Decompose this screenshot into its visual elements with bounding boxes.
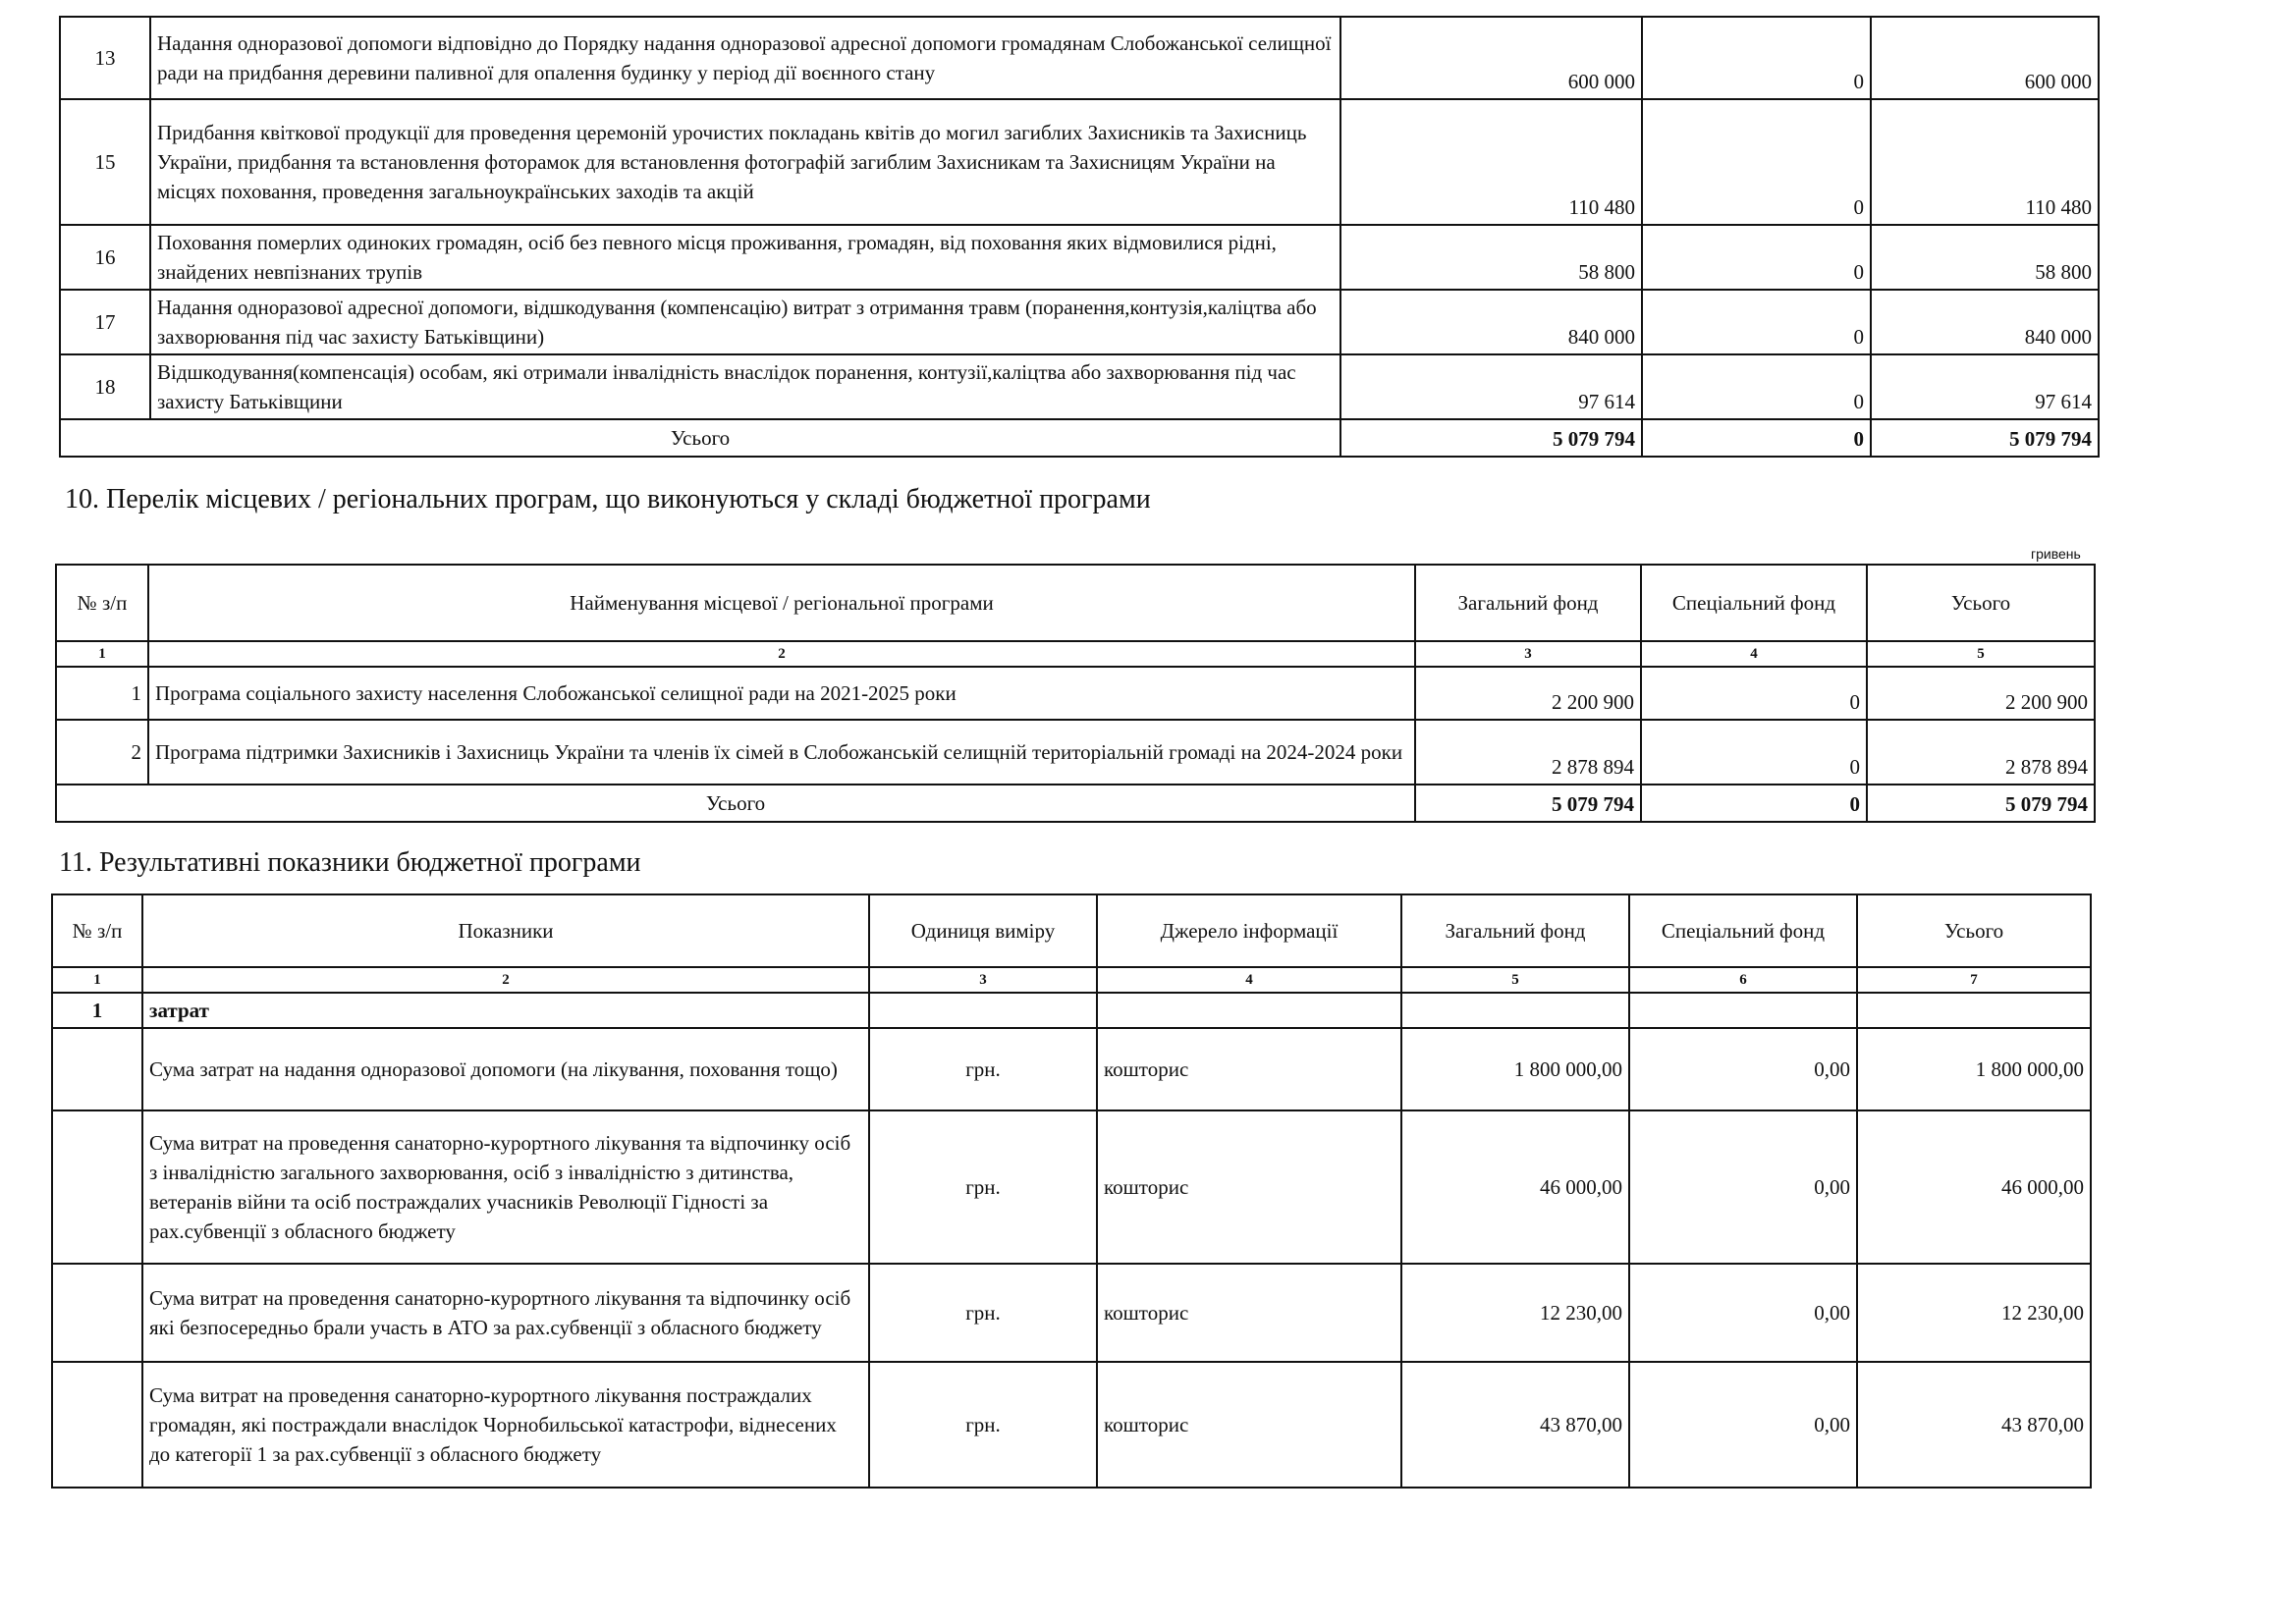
- row-total: 840 000: [1871, 290, 2099, 354]
- table-row: [60, 290, 2099, 354]
- row-special-fund: 0: [1642, 99, 1871, 225]
- row-unit: грн.: [869, 1028, 1097, 1110]
- row-unit: грн.: [869, 1110, 1097, 1264]
- table-row: [60, 99, 2099, 225]
- table-row: [52, 1028, 2091, 1110]
- row-total: 1 800 000,00: [1857, 1028, 2091, 1110]
- row-general-fund: 2 200 900: [1415, 667, 1641, 720]
- group-name: затрат: [142, 993, 869, 1028]
- row-general-fund: 12 230,00: [1401, 1264, 1629, 1362]
- row-special-fund: 0: [1642, 354, 1871, 419]
- total-total: 5 079 794: [1871, 419, 2099, 457]
- table-row: [56, 667, 2095, 720]
- row-name: Сума затрат на надання одноразової допомоги (на лікування, поховання тощо): [142, 1028, 869, 1110]
- column-number: 5: [1867, 641, 2095, 667]
- empty-cell: [52, 1110, 142, 1264]
- row-number: 15: [60, 99, 150, 225]
- row-number: 17: [60, 290, 150, 354]
- row-general-fund: 840 000: [1340, 290, 1642, 354]
- row-number: 18: [60, 354, 150, 419]
- row-total: 43 870,00: [1857, 1362, 2091, 1488]
- table-row: [52, 1362, 2091, 1488]
- table-row: [52, 1264, 2091, 1362]
- total-general-fund: 5 079 794: [1340, 419, 1642, 457]
- row-unit: грн.: [869, 1362, 1097, 1488]
- header-row: [56, 565, 2095, 641]
- header-number: № з/п: [52, 894, 142, 967]
- header-unit: Одиниця виміру: [869, 894, 1097, 967]
- row-number: 1: [56, 667, 148, 720]
- header-general-fund: Загальний фонд: [1415, 565, 1641, 641]
- row-special-fund: 0: [1642, 225, 1871, 290]
- row-special-fund: 0,00: [1629, 1028, 1857, 1110]
- empty-cell: [1097, 993, 1401, 1028]
- row-number: 16: [60, 225, 150, 290]
- row-name: Надання одноразової адресної допомоги, відшкодування (компенсацію) витрат з отримання травм (поранення,контузія,каліцтва або захворювання під час захисту Батьківщини): [150, 290, 1340, 354]
- row-special-fund: 0: [1642, 17, 1871, 99]
- total-total: 5 079 794: [1867, 785, 2095, 822]
- header-source: Джерело інформації: [1097, 894, 1401, 967]
- total-label: Усього: [60, 419, 1340, 457]
- row-source: кошторис: [1097, 1028, 1401, 1110]
- row-total: 12 230,00: [1857, 1264, 2091, 1362]
- row-special-fund: 0: [1641, 667, 1867, 720]
- header-general-fund: Загальний фонд: [1401, 894, 1629, 967]
- row-name: Програма соціального захисту населення Слобожанської селищної ради на 2021-2025 роки: [148, 667, 1415, 720]
- column-number: 4: [1097, 967, 1401, 993]
- row-total: 600 000: [1871, 17, 2099, 99]
- row-total: 110 480: [1871, 99, 2099, 225]
- empty-cell: [1629, 993, 1857, 1028]
- total-label: Усього: [56, 785, 1415, 822]
- empty-cell: [1401, 993, 1629, 1028]
- row-number: 13: [60, 17, 150, 99]
- table-expense-directions: [59, 16, 2100, 458]
- column-number-row: [56, 641, 2095, 667]
- header-number: № з/п: [56, 565, 148, 641]
- column-number: 3: [869, 967, 1097, 993]
- row-name: Сума витрат на проведення санаторно-курортного лікування постраждалих громадян, які постраждали внаслідок Чорнобильської катастрофи, віднесених до категорії 1 за рах.субвенції з обласного бюджету: [142, 1362, 869, 1488]
- row-total: 97 614: [1871, 354, 2099, 419]
- table-regional-programs: [55, 564, 2096, 823]
- column-number-row: [52, 967, 2091, 993]
- row-total: 2 200 900: [1867, 667, 2095, 720]
- column-number: 2: [148, 641, 1415, 667]
- row-general-fund: 43 870,00: [1401, 1362, 1629, 1488]
- table-row: [60, 354, 2099, 419]
- header-program-name: Найменування місцевої / регіональної програми: [148, 565, 1415, 641]
- row-general-fund: 600 000: [1340, 17, 1642, 99]
- group-number: 1: [52, 993, 142, 1028]
- column-number: 1: [52, 967, 142, 993]
- row-general-fund: 97 614: [1340, 354, 1642, 419]
- row-special-fund: 0,00: [1629, 1264, 1857, 1362]
- empty-cell: [52, 1028, 142, 1110]
- column-number: 5: [1401, 967, 1629, 993]
- total-special-fund: 0: [1641, 785, 1867, 822]
- column-number: 6: [1629, 967, 1857, 993]
- empty-cell: [869, 993, 1097, 1028]
- row-name: Надання одноразової допомоги відповідно до Порядку надання одноразової адресної допомоги громадянам Слобожанської селищної ради на придбання деревини паливної для опалення будинку у період дії воєнного стану: [150, 17, 1340, 99]
- table-row: [60, 17, 2099, 99]
- header-total: Усього: [1857, 894, 2091, 967]
- row-special-fund: 0,00: [1629, 1110, 1857, 1264]
- row-general-fund: 58 800: [1340, 225, 1642, 290]
- column-number: 2: [142, 967, 869, 993]
- row-total: 58 800: [1871, 225, 2099, 290]
- row-general-fund: 1 800 000,00: [1401, 1028, 1629, 1110]
- header-total: Усього: [1867, 565, 2095, 641]
- header-row: [52, 894, 2091, 967]
- table-performance-indicators: [51, 893, 2092, 1489]
- row-name: Відшкодування(компенсація) особам, які отримали інвалідність внаслідок поранення, контузії,каліцтва або захворювання під час захисту Батьківщини: [150, 354, 1340, 419]
- row-name: Поховання померлих одиноких громадян, осіб без певного місця проживання, громадян, від поховання яких відмовилися рідні, знайдених невпізнаних трупів: [150, 225, 1340, 290]
- empty-cell: [52, 1264, 142, 1362]
- row-total: 2 878 894: [1867, 720, 2095, 785]
- row-name: Сума витрат на проведення санаторно-курортного лікування та відпочинку осіб з інвалідністю загального захворювання, осіб з інвалідністю з дитинства, ветеранів війни та осіб постраждалих учасників Революції Гідності за рах.субвенції з обласного бюджету: [142, 1110, 869, 1264]
- total-special-fund: 0: [1642, 419, 1871, 457]
- row-general-fund: 110 480: [1340, 99, 1642, 225]
- row-source: кошторис: [1097, 1110, 1401, 1264]
- row-general-fund: 2 878 894: [1415, 720, 1641, 785]
- column-number: 4: [1641, 641, 1867, 667]
- group-row: [52, 993, 2091, 1028]
- total-row: [60, 419, 2099, 457]
- total-general-fund: 5 079 794: [1415, 785, 1641, 822]
- row-general-fund: 46 000,00: [1401, 1110, 1629, 1264]
- table-row: [52, 1110, 2091, 1264]
- empty-cell: [1857, 993, 2091, 1028]
- empty-cell: [52, 1362, 142, 1488]
- header-special-fund: Спеціальний фонд: [1629, 894, 1857, 967]
- row-name: Сума витрат на проведення санаторно-курортного лікування та відпочинку осіб які безпосередньо брали участь в АТО за рах.субвенції з обласного бюджету: [142, 1264, 869, 1362]
- row-special-fund: 0: [1641, 720, 1867, 785]
- row-source: кошторис: [1097, 1264, 1401, 1362]
- column-number: 7: [1857, 967, 2091, 993]
- section-11-title: 11. Результативні показники бюджетної програми: [59, 847, 641, 878]
- table-row: [56, 720, 2095, 785]
- column-number: 1: [56, 641, 148, 667]
- row-unit: грн.: [869, 1264, 1097, 1362]
- row-number: 2: [56, 720, 148, 785]
- column-number: 3: [1415, 641, 1641, 667]
- row-total: 46 000,00: [1857, 1110, 2091, 1264]
- row-name: Програма підтримки Захисників і Захисниць України та членів їх сімей в Слобожанській селищній територіальній громаді на 2024-2024 роки: [148, 720, 1415, 785]
- header-indicators: Показники: [142, 894, 869, 967]
- unit-label: гривень: [2031, 546, 2081, 562]
- row-source: кошторис: [1097, 1362, 1401, 1488]
- table-row: [60, 225, 2099, 290]
- header-special-fund: Спеціальний фонд: [1641, 565, 1867, 641]
- row-name: Придбання квіткової продукції для проведення церемоній урочистих покладань квітів до могил загиблих Захисників та Захисниць України, придбання та встановлення фоторамок для встановлення фотографій загиблим Захисникам та Захисницям України на місцях поховання, проведення загальноукраїнських заходів та акцій: [150, 99, 1340, 225]
- total-row: [56, 785, 2095, 822]
- section-10-title: 10. Перелік місцевих / регіональних програм, що виконуються у складі бюджетної програми: [65, 484, 1151, 514]
- row-special-fund: 0: [1642, 290, 1871, 354]
- row-special-fund: 0,00: [1629, 1362, 1857, 1488]
